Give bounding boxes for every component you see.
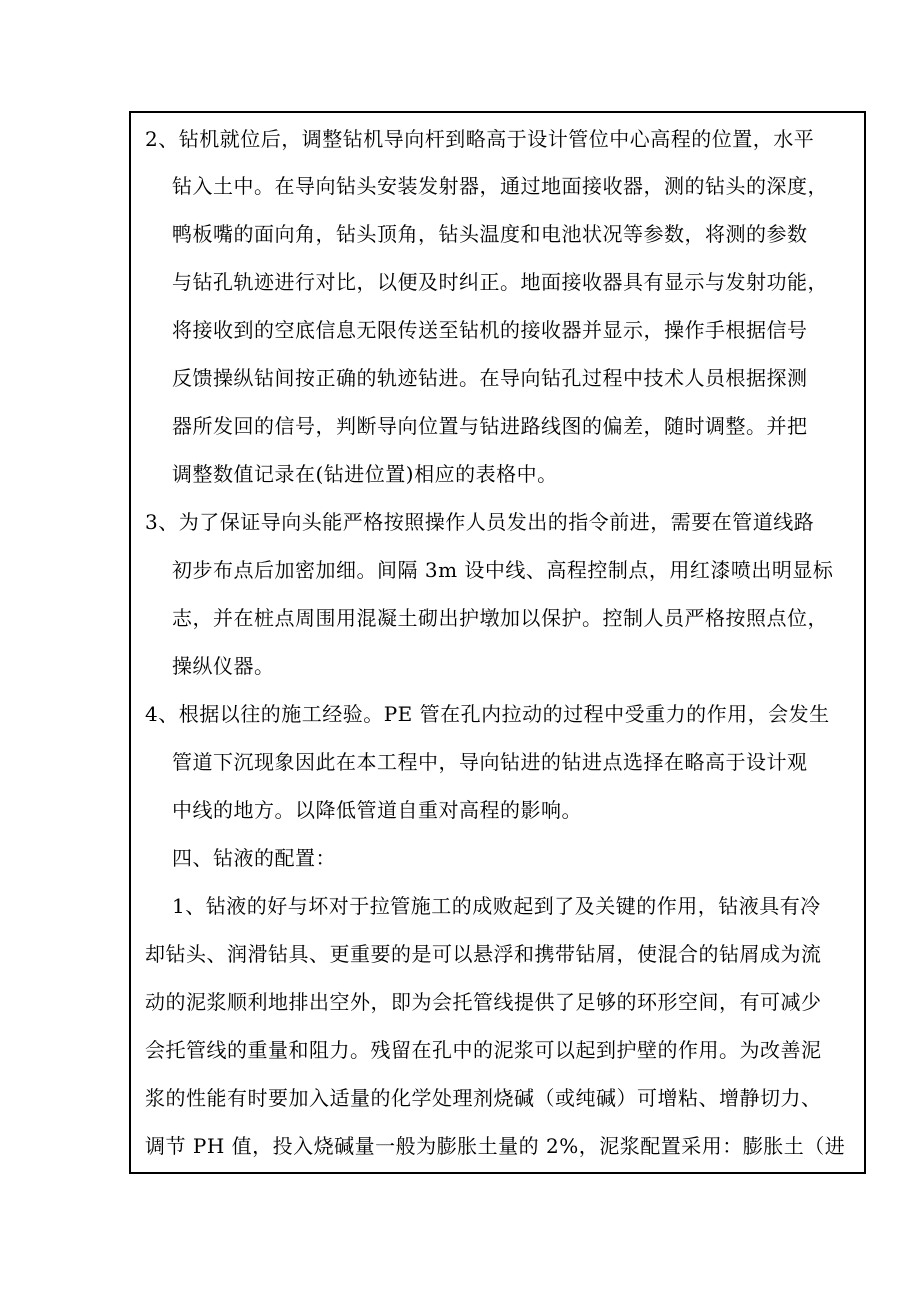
text-line: 钻入土中。在导向钻头安装发射器，通过地面接收器，测的钻头的深度， xyxy=(172,174,828,198)
text-line: 操纵仪器。 xyxy=(172,654,275,678)
text-line: 器所发回的信号，判断导向位置与钻进路线图的偏差，随时调整。并把 xyxy=(172,414,808,438)
text-line: 调节 PH 值，投入烧碱量一般为膨胀土量的 2%，泥浆配置采用：膨胀土（进 xyxy=(145,1134,846,1158)
text-line: 与钻孔轨迹进行对比，以便及时纠正。地面接收器具有显示与发射功能， xyxy=(172,270,828,294)
text-line: 鸭板嘴的面向角，钻头顶角，钻头温度和电池状况等参数，将测的参数 xyxy=(172,222,808,246)
text-line: 2、钻机就位后，调整钻机导向杆到略高于设计管位中心高程的位置，水平 xyxy=(145,127,815,151)
text-line: 志，并在桩点周围用混凝土砌出护墩加以保护。控制人员严格按照点位， xyxy=(172,606,828,630)
text-line: 中线的地方。以降低管道自重对高程的影响。 xyxy=(172,798,582,822)
text-line: 反馈操纵钻间按正确的轨迹钻进。在导向钻孔过程中技术人员根据探测 xyxy=(172,366,808,390)
section-heading: 四、钻液的配置： xyxy=(172,846,336,870)
text-line: 3、为了保证导向头能严格按照操作人员发出的指令前进，需要在管道线路 xyxy=(145,510,815,534)
text-line: 浆的性能有时要加入适量的化学处理剂烧碱（或纯碱）可增粘、增静切力、 xyxy=(145,1086,822,1110)
text-line: 将接收到的空底信息无限传送至钻机的接收器并显示，操作手根据信号 xyxy=(172,318,808,342)
text-line: 初步布点后加密加细。间隔 3m 设中线、高程控制点，用红漆喷出明显标 xyxy=(172,558,834,582)
text-line: 4、根据以往的施工经验。PE 管在孔内拉动的过程中受重力的作用，会发生 xyxy=(145,702,830,726)
text-line: 却钻头、润滑钻具、更重要的是可以悬浮和携带钻屑，使混合的钻屑成为流 xyxy=(145,942,822,966)
text-line: 会托管线的重量和阻力。残留在孔中的泥浆可以起到护壁的作用。为改善泥 xyxy=(145,1038,822,1062)
text-line: 调整数值记录在(钻进位置)相应的表格中。 xyxy=(172,462,558,486)
text-line: 1、钻液的好与坏对于拉管施工的成败起到了及关键的作用，钻液具有冷 xyxy=(172,894,821,918)
text-line: 动的泥浆顺利地排出空外，即为会托管线提供了足够的环形空间，有可减少 xyxy=(145,990,822,1014)
text-line: 管道下沉现象因此在本工程中，导向钻进的钻进点选择在略高于设计观 xyxy=(172,750,808,774)
